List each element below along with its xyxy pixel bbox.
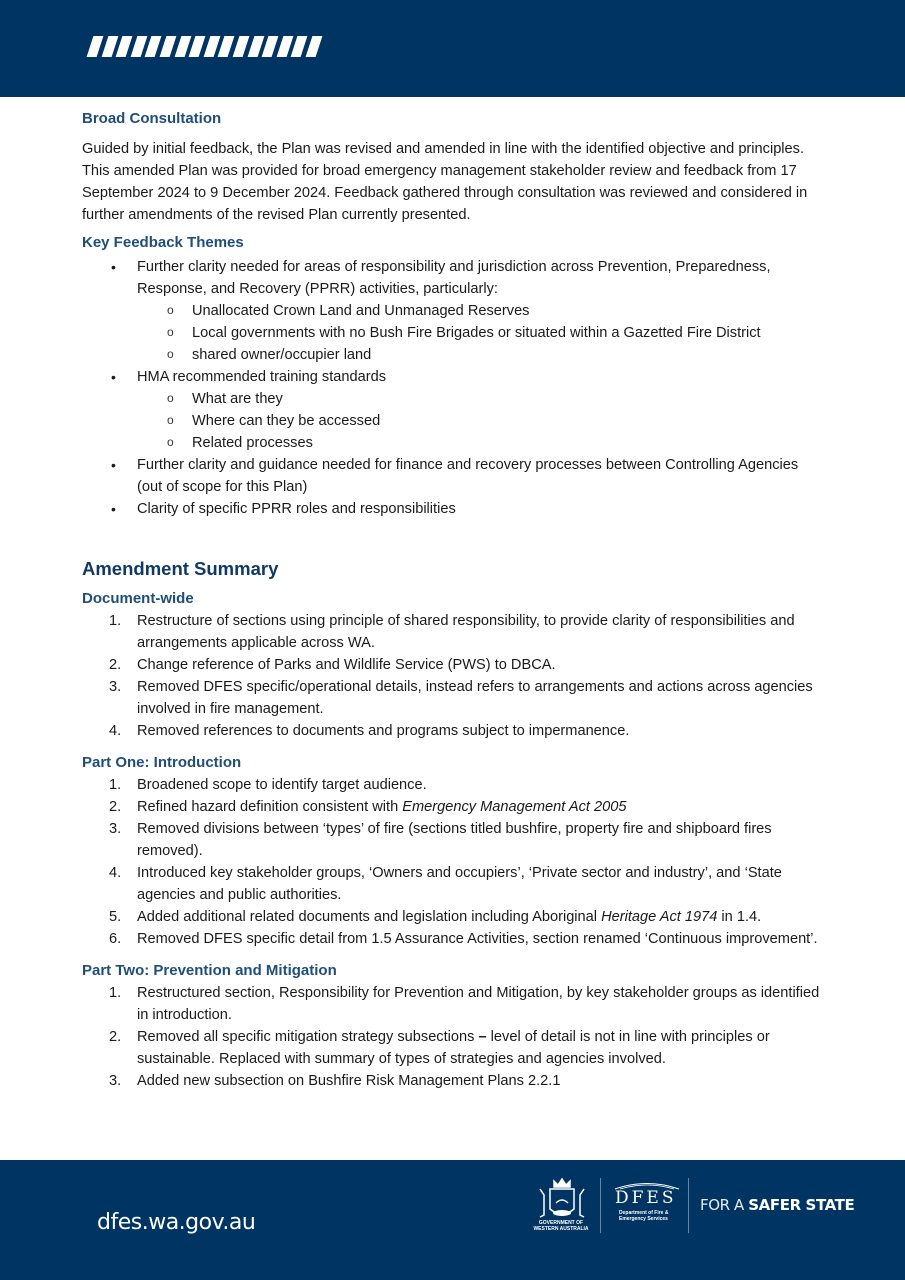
section-broad-consultation xyxy=(82,108,822,226)
numbered-item: 1. Restructure of sections using principle of shared responsibility, to provide clarity of responsibilities and arrangements applicable across WA. xyxy=(109,613,795,651)
tagline: FOR A SAFER STATE xyxy=(700,1196,855,1214)
sub-list-item: o Local governments with no Bush Fire Brigades or situated within a Gazetted Fire District xyxy=(82,322,822,344)
page-footer xyxy=(0,1160,905,1280)
part-one-list xyxy=(82,774,822,950)
website-link[interactable]: dfes.wa.gov.au xyxy=(97,1210,256,1235)
numbered-item: 2. Refined hazard definition consistent with Emergency Management Act 2005 xyxy=(109,799,627,815)
subsection-heading: Document-wide xyxy=(82,590,194,607)
paragraph: Guided by initial feedback, the Plan was revised and amended in line with the identified objective and principles. This amended Plan was provided for broad emergency management stakeholder review and feedback from 17 September 2024 to 9 December 2024. Feedback gathered through consultation was reviewed and considered in further amendments of the revised Plan currently presented. xyxy=(82,141,808,223)
numbered-item: 1. Broadened scope to identify target audience. xyxy=(109,777,427,793)
sub-list-item: o Unallocated Crown Land and Unmanaged Reserves xyxy=(82,300,822,322)
numbered-item: 3. Removed DFES specific/operational details, instead refers to arrangements and actions across agencies involved in fire management. xyxy=(109,679,813,717)
striped-bar-logo-icon xyxy=(90,36,322,57)
numbered-item: 2. Change reference of Parks and Wildlife Service (PWS) to DBCA. xyxy=(109,657,556,673)
sub-list-item: o shared owner/occupier land xyxy=(82,344,822,366)
section-key-feedback xyxy=(82,232,822,520)
numbered-item: 4. Introduced key stakeholder groups, ‘Owners and occupiers’, ‘Private sector and industry’, and ‘State agencies and public authorities. xyxy=(109,865,782,903)
subsection-heading: Part One: Introduction xyxy=(82,754,242,771)
subsection-heading: Part Two: Prevention and Mitigation xyxy=(82,962,337,979)
section-amendment-summary xyxy=(82,556,822,1092)
list-item: • Further clarity and guidance needed for finance and recovery processes between Controlling Agencies (out of scope for this Plan) xyxy=(82,454,822,498)
sub-list-item: o What are they xyxy=(82,388,822,410)
section-heading: Broad Consultation xyxy=(82,110,222,127)
numbered-item: 4. Removed references to documents and programs subject to impermanence. xyxy=(109,723,630,739)
list-item: • Further clarity needed for areas of responsibility and jurisdiction across Prevention, Preparedness, Response, and Recovery (PPRR) activities, particularly: xyxy=(82,256,822,300)
section-heading: Key Feedback Themes xyxy=(82,234,244,251)
list-item: • Clarity of specific PPRR roles and responsibilities xyxy=(82,498,822,520)
footer-divider xyxy=(688,1178,689,1233)
gov-logo-text: GOVERNMENT OF WESTERN AUSTRALIA xyxy=(533,1220,589,1232)
numbered-item: 3. Added new subsection on Bushfire Risk Management Plans 2.2.1 xyxy=(109,1073,561,1089)
document-wide-list xyxy=(82,610,822,742)
list-item: • HMA recommended training standards xyxy=(82,366,822,388)
numbered-item: 6. Removed DFES specific detail from 1.5 Assurance Activities, section renamed ‘Continuous improvement’. xyxy=(109,931,818,947)
part-two-list xyxy=(82,982,822,1092)
numbered-item: 5. Added additional related documents and legislation including Aboriginal Heritage Act 1974 in 1.4. xyxy=(109,909,762,925)
page-header xyxy=(0,0,905,97)
section-title: Amendment Summary xyxy=(82,558,279,579)
numbered-item: 2. Removed all specific mitigation strategy subsections – level of detail is not in line with principles or sustainable. Replaced with summary of types of strategies and agencies involved. xyxy=(109,1029,770,1067)
document-body xyxy=(82,108,822,1092)
feedback-list xyxy=(82,256,822,520)
dfes-subtitle: Department of Fire & Emergency Services xyxy=(619,1210,669,1222)
numbered-item: 1. Restructured section, Responsibility for Prevention and Mitigation, by key stakeholder groups as identified in introduction. xyxy=(109,985,820,1023)
numbered-item: 3. Removed divisions between ‘types’ of fire (sections titled bushfire, property fire and shipboard fires removed). xyxy=(109,821,772,859)
dfes-logo: DFES xyxy=(615,1188,677,1208)
sub-list-item: o Where can they be accessed xyxy=(82,410,822,432)
sub-list-item: o Related processes xyxy=(82,432,822,454)
footer-divider xyxy=(600,1178,601,1233)
